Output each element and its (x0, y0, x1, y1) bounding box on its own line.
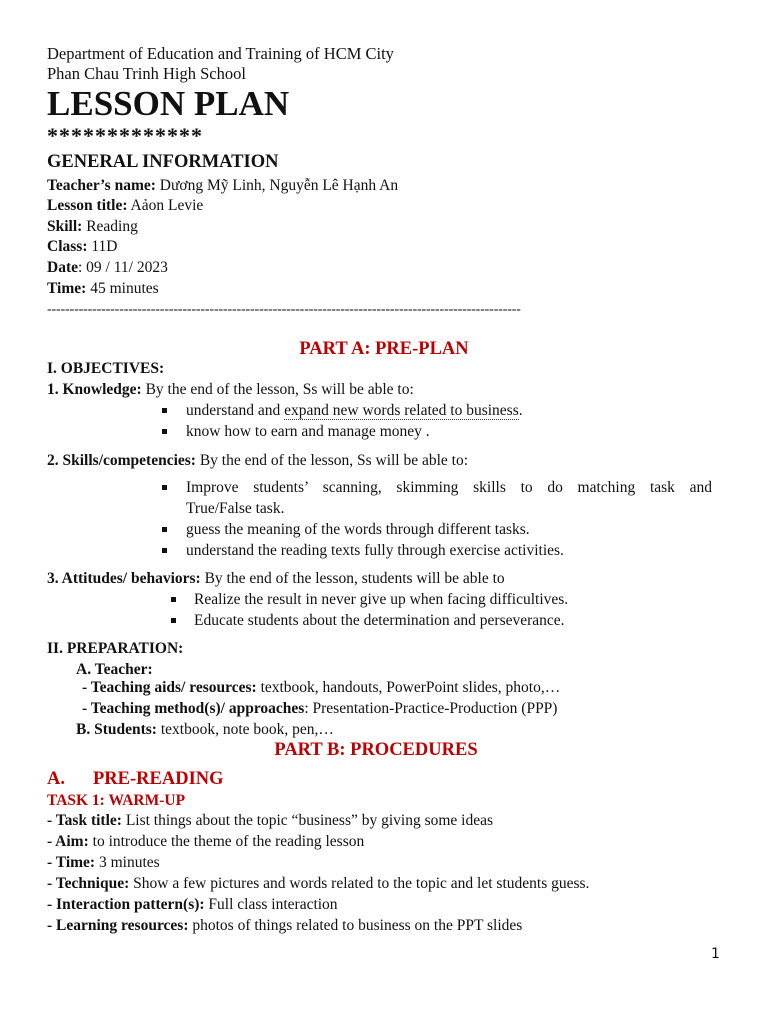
class-line (47, 237, 117, 257)
date-line (47, 258, 168, 278)
bullet-square-icon (162, 527, 167, 532)
interaction-value: Full class interaction (204, 896, 338, 913)
teaching-aids-line (82, 678, 560, 698)
school-line: Phan Chau Trinh High School (47, 64, 246, 83)
students-value: textbook, note book, pen,… (156, 721, 334, 738)
technique-value: Show a few pictures and words related to the topic and let students guess. (129, 875, 590, 892)
bullet-square-icon (171, 618, 176, 623)
teacher-subheading: A. Teacher: (76, 661, 153, 678)
interaction-line (47, 895, 338, 915)
task-title-label: - Task title: (47, 812, 122, 829)
section-a-number: A. (47, 769, 65, 789)
skills-bullet-1-line-1: Improve students’ scanning, skimming skills to do matching task and (186, 479, 712, 496)
time-label: Time: (47, 280, 87, 297)
skills-line (47, 451, 468, 471)
skills-bullet-2: guess the meaning of the words through different tasks. (186, 521, 530, 538)
knowledge-bullet-1-underlined: expand new words related to business (284, 402, 519, 419)
department-line: Department of Education and Training of HCM City (47, 44, 394, 63)
knowledge-bullet-2: know how to earn and manage money . (186, 423, 430, 440)
attitudes-line (47, 569, 505, 589)
time-line (47, 279, 159, 299)
title-stars: ************* (47, 123, 203, 148)
skills-text: By the end of the lesson, Ss will be able to: (195, 452, 469, 469)
task-1-heading: TASK 1: WARM-UP (47, 792, 186, 809)
task-time-line (47, 853, 160, 873)
students-label: B. Students: (76, 721, 157, 738)
technique-label: - Technique: (47, 875, 130, 892)
bullet-square-icon (162, 485, 167, 490)
bullet-square-icon (162, 408, 167, 413)
aim-value: to introduce the theme of the reading lesson (88, 833, 365, 850)
objectives-heading: I. OBJECTIVES: (47, 360, 165, 377)
date-value: : 09 / 11/ 2023 (78, 259, 168, 276)
skills-label: 2. Skills/competencies: (47, 452, 196, 469)
lesson-title-label: Lesson title: (47, 197, 128, 214)
knowledge-label: 1. Knowledge: (47, 381, 142, 398)
technique-line (47, 874, 589, 894)
skill-value: Reading (82, 218, 138, 235)
general-info-heading: GENERAL INFORMATION (47, 152, 279, 172)
part-a-heading: PART A: PRE-PLAN (299, 339, 469, 359)
bullet-square-icon (162, 429, 167, 434)
learning-resources-label: - Learning resources: (47, 917, 189, 934)
pre-reading-heading (47, 768, 224, 790)
students-line (76, 720, 334, 740)
time-value: 45 minutes (86, 280, 159, 297)
teacher-name-line (47, 176, 398, 196)
knowledge-text: By the end of the lesson, Ss will be able to: (141, 381, 414, 398)
bullet-square-icon (171, 597, 176, 602)
teaching-aids-value: textbook, handouts, PowerPoint slides, photo,… (256, 679, 561, 696)
task-title-line (47, 811, 493, 831)
attitudes-label: 3. Attitudes/ behaviors: (47, 570, 201, 587)
knowledge-bullet-1-text: understand and (186, 402, 285, 419)
lesson-title-value: Aảon Levie (127, 197, 204, 214)
aim-label: - Aim: (47, 833, 89, 850)
attitudes-text: By the end of the lesson, students will be able to (200, 570, 505, 587)
task-time-value: 3 minutes (95, 854, 160, 871)
document-title: LESSON PLAN (47, 84, 290, 123)
teaching-method-label: - Teaching method(s)/ approaches (82, 700, 305, 717)
preparation-heading: II. PREPARATION: (47, 640, 184, 657)
skills-bullet-1-line-2: True/False task. (186, 500, 285, 517)
teaching-method-value: : Presentation-Practice-Production (PPP) (304, 700, 558, 717)
teacher-name-value: Dương Mỹ Linh, Nguyễn Lê Hạnh An (155, 177, 399, 194)
skill-label: Skill: (47, 218, 83, 235)
teacher-name-label: Teacher’s name: (47, 177, 156, 194)
teaching-aids-label: - Teaching aids/ resources: (82, 679, 257, 696)
skill-line (47, 217, 138, 237)
skills-bullet-3: understand the reading texts fully through exercise activities. (186, 542, 564, 559)
attitudes-bullet-1: Realize the result in never give up when facing difficultives. (194, 591, 569, 608)
date-label: Date (47, 259, 78, 276)
aim-line (47, 832, 364, 852)
task-time-label: - Time: (47, 854, 96, 871)
knowledge-bullet-1 (186, 401, 523, 421)
task-title-value: List things about the topic “business” by giving some ideas (121, 812, 494, 829)
section-a-title: PRE-READING (93, 769, 224, 789)
interaction-label: - Interaction pattern(s): (47, 896, 205, 913)
lesson-title-line (47, 196, 203, 216)
knowledge-line (47, 380, 414, 400)
learning-resources-line (47, 916, 522, 936)
teaching-method-line (82, 699, 557, 719)
section-divider: --------------------------------------------------------------------------------------------------------- (47, 302, 521, 317)
page-number: 1 (711, 946, 720, 962)
learning-resources-value: photos of things related to business on the PPT slides (188, 917, 523, 934)
class-label: Class: (47, 238, 88, 255)
part-b-heading: PART B: PROCEDURES (274, 740, 478, 760)
class-value: 11D (87, 238, 118, 255)
bullet-square-icon (162, 548, 167, 553)
knowledge-bullet-1-end: . (518, 402, 523, 419)
attitudes-bullet-2: Educate students about the determination and perseverance. (194, 612, 565, 629)
